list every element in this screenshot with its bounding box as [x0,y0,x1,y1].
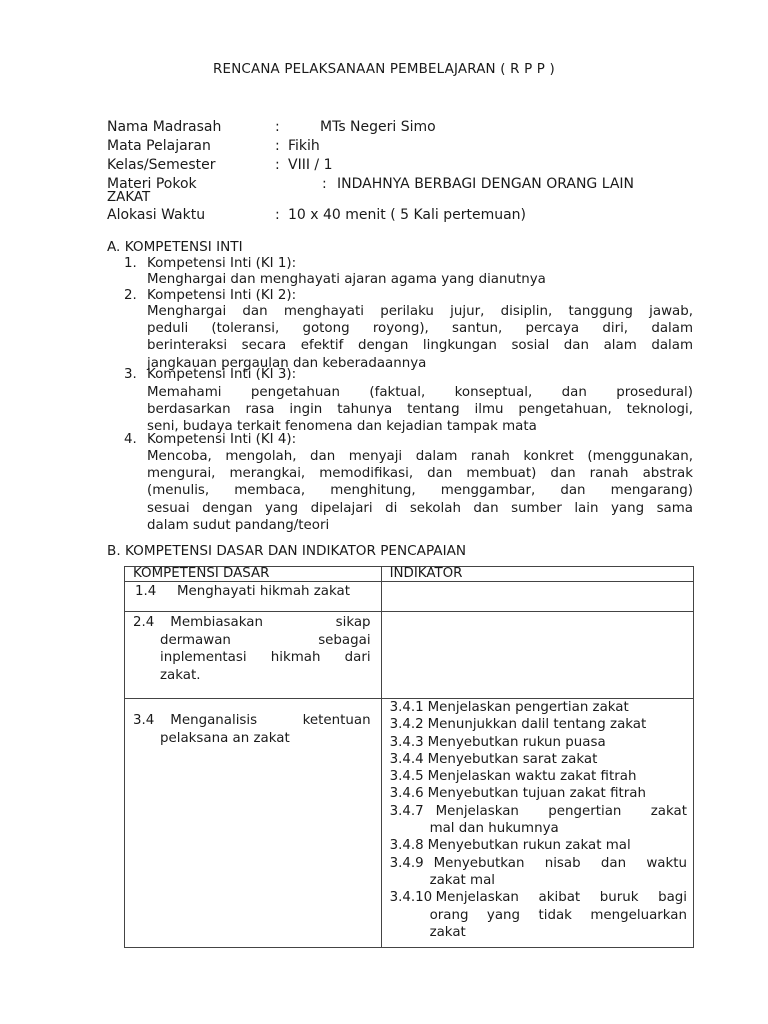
kd-2-cell [125,612,382,699]
materi-value: INDAHNYA BERBAGI DENGAN ORANG LAIN [337,176,635,192]
kd-3-line: Menganalisis ketentuan [170,713,371,728]
document-title: RENCANA PELAKSANAAN PEMBELAJARAN ( R P P ) [213,62,555,77]
indicator-item-cont: orang yang tidak mengeluarkan [429,907,687,923]
materi-sub: ZAKAT [107,190,151,205]
kd-2-indicator-cell [381,612,693,699]
identity-materi [107,175,694,193]
ki-2-body [147,303,693,372]
table-row [125,699,694,948]
materi-label: Materi Pokok [107,176,197,192]
indicator-item: 3.4.1 Menjelaskan pengertian zakat [389,700,629,715]
ki-3-line: berdasarkan rasa ingin tahunya tentang ilmu pengetahuan, teknologi, [147,402,693,418]
ki-1-number: 1. [124,256,137,271]
ki-2-line: Menghargai dan menghayati perilaku jujur, disiplin, tanggung jawab, [147,304,693,319]
ki-3-line: seni, budaya terkait fenomena dan kejadian tampak mata [147,419,537,435]
alokasi-label: Alokasi Waktu [107,207,206,223]
madrasah-label: Nama Madrasah [107,119,222,135]
mapel-colon: : [275,138,280,154]
section-a-heading: A. KOMPETENSI INTI [107,239,243,255]
ki-1-body [147,271,693,288]
kd-3-cell [125,699,382,948]
indicator-list [390,699,687,941]
ki-3-head: Kompetensi Inti (KI 3): [147,367,297,382]
kd-2-line: zakat. [160,667,201,683]
indicator-item: 3.4.7 Menjelaskan pengertian zakat [389,803,687,819]
table-header-row [125,567,694,582]
mapel-value: Fikih [288,138,320,154]
table-row [125,582,694,612]
indicator-item: 3.4.6 Menyebutkan tujuan zakat fitrah [389,786,646,802]
indicator-item: 3.4.10 Menjelaskan akibat buruk bagi [389,890,687,906]
ki-3-line: Memahami pengetahuan (faktual, konseptual, dan prosedural) [147,385,693,400]
header-kd: KOMPETENSI DASAR [125,567,382,582]
ki-4-head: Kompetensi Inti (KI 4): [147,432,297,447]
table-row [125,612,694,699]
madrasah-value: MTs Negeri Simo [320,119,436,135]
indicator-item: 3.4.3 Menyebutkan rukun puasa [389,734,606,750]
ki-4-number: 4. [124,432,137,447]
kelas-colon: : [275,157,280,173]
alokasi-value: 10 x 40 menit ( 5 Kali pertemuan) [288,207,527,223]
kd-1-number: 1.4 [135,584,157,599]
ki-2-head: Kompetensi Inti (KI 2): [147,288,297,303]
ki-4-line: dalam sudut pandang/teori [147,517,330,533]
indicator-item: 3.4.5 Menjelaskan waktu zakat fitrah [389,769,637,785]
materi-colon: : [322,176,327,192]
kd-1-indicator-cell [381,582,693,612]
ki-2-number: 2. [124,288,137,303]
kd-2-line: dermawan sebagai [160,632,371,648]
kelas-value: VIII / 1 [288,157,333,173]
indicator-item-cont: zakat mal [429,872,495,888]
ki-3-number: 3. [124,367,137,382]
ki-4-body [147,448,693,534]
madrasah-colon: : [275,119,280,135]
kd-2-line: Membiasakan sikap [170,615,371,630]
indicator-item: 3.4.9 Menyebutkan nisab dan waktu [389,855,687,871]
indicator-item: 3.4.8 Menyebutkan rukun zakat mal [389,838,631,854]
indicator-item: 3.4.2 Menunjukkan dalil tentang zakat [389,717,647,733]
ki-4-line: sesuai dengan yang dipelajari di sekolah dan sumber lain yang sama [147,500,693,516]
kd-indicator-table [124,566,694,948]
alokasi-colon: : [275,207,280,223]
kd-3-number: 3.4 [133,713,155,728]
kd-2-number: 2.4 [133,615,155,630]
ki-2-line: jangkauan pergaulan dan keberadaannya [147,355,427,371]
indicator-list-cell [381,699,693,948]
ki-2-line: peduli (toleransi, gotong royong), santun, percaya diri, dalam [147,321,693,337]
indicator-item-cont: zakat [429,924,466,940]
indicator-item: 3.4.4 Menyebutkan sarat zakat [389,751,598,767]
ki-2-line: berinteraksi secara efektif dengan lingkungan sosial dan alam dalam [147,338,693,354]
kd-2-line: inplementasi hikmah dari [160,650,371,665]
section-b-heading: B. KOMPETENSI DASAR DAN INDIKATOR PENCAPAIAN [107,543,467,559]
kd-1-text: Menghayati hikmah zakat [177,584,350,599]
mapel-label: Mata Pelajaran [107,138,211,154]
ki-1-line: Menghargai dan menghayati ajaran agama yang dianutnya [147,272,546,287]
ki-4-line: (menulis, membaca, menghitung, menggambar, dan mengarang) [147,483,693,499]
indicator-item-cont: mal dan hukumnya [429,821,559,837]
kelas-label: Kelas/Semester [107,157,216,173]
header-indikator: INDIKATOR [381,567,693,582]
ki-3-body [147,384,693,436]
ki-1-head: Kompetensi Inti (KI 1): [147,256,297,271]
ki-4-line: Mencoba, mengolah, dan menyaji dalam ranah konkret (menggunakan, [147,449,693,464]
ki-4-line: mengurai, merangkai, memodifikasi, dan membuat) dan ranah abstrak [147,466,693,482]
kd-1-cell [125,582,382,612]
kd-3-line: pelaksana an zakat [160,730,290,746]
